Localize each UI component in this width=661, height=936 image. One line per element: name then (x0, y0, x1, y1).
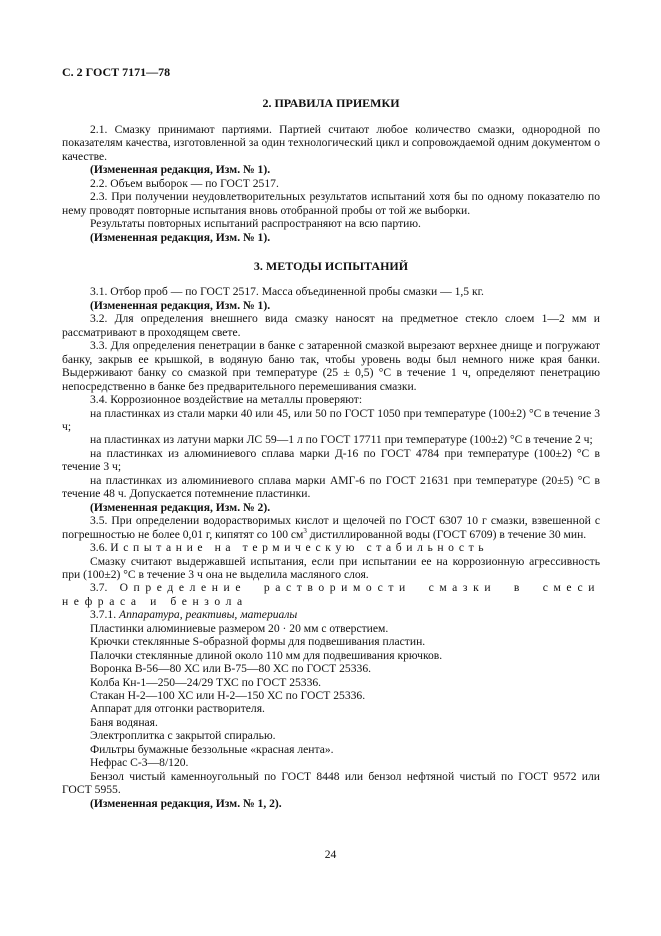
clause-number: 3.7.1. (90, 608, 119, 622)
list-item: Аппарат для отгонки растворителя. (90, 702, 265, 716)
section-3-title: 3. МЕТОДЫ ИСПЫТАНИЙ (253, 258, 409, 273)
clause-number: 3.7. (90, 581, 120, 595)
paragraph-3-1: 3.1. Отбор проб — по ГОСТ 2517. Масса объединенной пробы смазки — 1,5 кг. (90, 285, 484, 299)
paragraph-3-4-d16: на пластинках из алюминиевого сплава марки Д-16 по ГОСТ 4784 при температуре (100±2) °С в течение 3 ч; (62, 446, 600, 474)
paragraph-2-3-results: Результаты повторных испытаний распространяют на всю партию. (90, 217, 421, 231)
section-2-title: 2. ПРАВИЛА ПРИЕМКИ (262, 96, 400, 111)
list-item: Воронка В-56—80 ХС или В-75—80 ХС по ГОСТ 25336. (90, 662, 372, 676)
clause-title: Определение растворимости смазки в смеси нефраса и бензола (62, 581, 600, 608)
paragraph-3-5 (62, 514, 600, 541)
list-item: Стакан Н-2—100 ХС или Н-2—150 ХС по ГОСТ 25336. (90, 689, 366, 703)
amendment-note: (Измененная редакция, Изм. № 1, 2). (90, 796, 282, 810)
paragraph-2-1: 2.1. Смазку принимают партиями. Партией считают любое количество смазки, однородной по показателям качества, изготовленной за один технологический цикл и сопровождаемой одним документом о качестве. (62, 122, 600, 163)
page-number: 24 (324, 848, 337, 861)
document-page (62, 66, 600, 810)
list-item: Колба Кн-1—250—24/29 ТХС по ГОСТ 25336. (90, 675, 322, 689)
paragraph-2-2: 2.2. Объем выборок — по ГОСТ 2517. (90, 176, 279, 190)
list-item: Электроплитка с закрытой спиралью. (90, 729, 276, 743)
list-item: Палочки стеклянные длиной около 110 мм для подвешивания крючков. (90, 648, 443, 662)
paragraph-3-4: 3.4. Коррозионное воздействие на металлы проверяют: (90, 393, 363, 407)
paragraph-3-6: Смазку считают выдержавшей испытания, если при испытании ее на коррозионную агрессивность при (100±2) °С в течение 3 ч она не выделила масляного слоя. (62, 554, 600, 581)
paragraph-3-4-amg6: на пластинках из алюминиевого сплава марки АМГ-6 по ГОСТ 21631 при температуре (20±5) °С в течение 48 ч. Допускается потемнение пластинки. (62, 473, 600, 501)
paragraph-3-7-heading (62, 581, 600, 608)
paragraph-3-7-1-heading (62, 608, 600, 621)
clause-title: Аппаратура, реактивы, материалы (118, 608, 298, 622)
superscript: 3 (303, 526, 307, 535)
paragraph-3-4-steel: на пластинках из стали марки 40 или 45, или 50 по ГОСТ 1050 при температуре (100±2) °С в течение 3 ч; (62, 406, 600, 433)
paragraph-3-5-text: 3.5. При определении водорастворимых кислот и щелочей по ГОСТ 6307 10 г смазки, взвешенной с погрешностью не более 0,01 г, кипятят со 100 см (62, 514, 600, 541)
paragraph-3-6-heading (62, 541, 600, 554)
paragraph-3-2: 3.2. Для определения внешнего вида смазку наносят на предметное стекло слоем 1—2 мм и рассматривают в проходящем свете. (62, 312, 600, 339)
paragraph-3-4-brass: на пластинках из латуни марки ЛС 59—1 л по ГОСТ 17711 при температуре (100±2) °С в течение 2 ч; (90, 433, 593, 447)
amendment-note: (Измененная редакция, Изм. № 1). (90, 230, 271, 244)
list-item: Нефрас С-3—8/120. (90, 756, 189, 770)
paragraph-3-3: 3.3. Для определения пенетрации в банке с затаренной смазкой вырезают верхнее днище и погружают банку, закрыв ее крышкой, в водяную баню так, чтобы уровень воды был немного ниже края банки. Выдерживают банку со смазкой при температуре (25 ± 0,5) °С в течение 1 ч, определяют пенетрацию непосредственно в банке без предварительного перемешивания смазки. (62, 339, 600, 393)
paragraph-3-5-text-end: дистиллированной воды (ГОСТ 6709) в течение 30 мин. (306, 527, 587, 541)
clause-title: Испытание на термическую стабильность (110, 541, 489, 555)
list-item: Баня водяная. (90, 715, 158, 729)
running-header: С. 2 ГОСТ 7171—78 (62, 65, 171, 79)
list-item: Бензол чистый каменноугольный по ГОСТ 8448 или бензол нефтяной чистый по ГОСТ 9572 или ГОСТ 5955. (62, 769, 600, 797)
list-item: Крючки стеклянные S-образной формы для подвешивания пластин. (90, 635, 426, 649)
amendment-note: (Измененная редакция, Изм. № 2). (90, 500, 271, 514)
clause-number: 3.6. (90, 541, 111, 555)
list-item: Пластинки алюминиевые размером 20 · 20 мм с отверстием. (90, 621, 389, 635)
list-item: Фильтры бумажные беззольные «красная лента». (90, 742, 334, 756)
paragraph-2-3: 2.3. При получении неудовлетворительных результатов испытаний хотя бы по одному показателю по нему проводят повторные испытания вновь отобранной пробы от той же выборки. (62, 190, 600, 217)
amendment-note: (Измененная редакция, Изм. № 1). (90, 298, 271, 312)
amendment-note: (Измененная редакция, Изм. № 1). (90, 163, 271, 177)
